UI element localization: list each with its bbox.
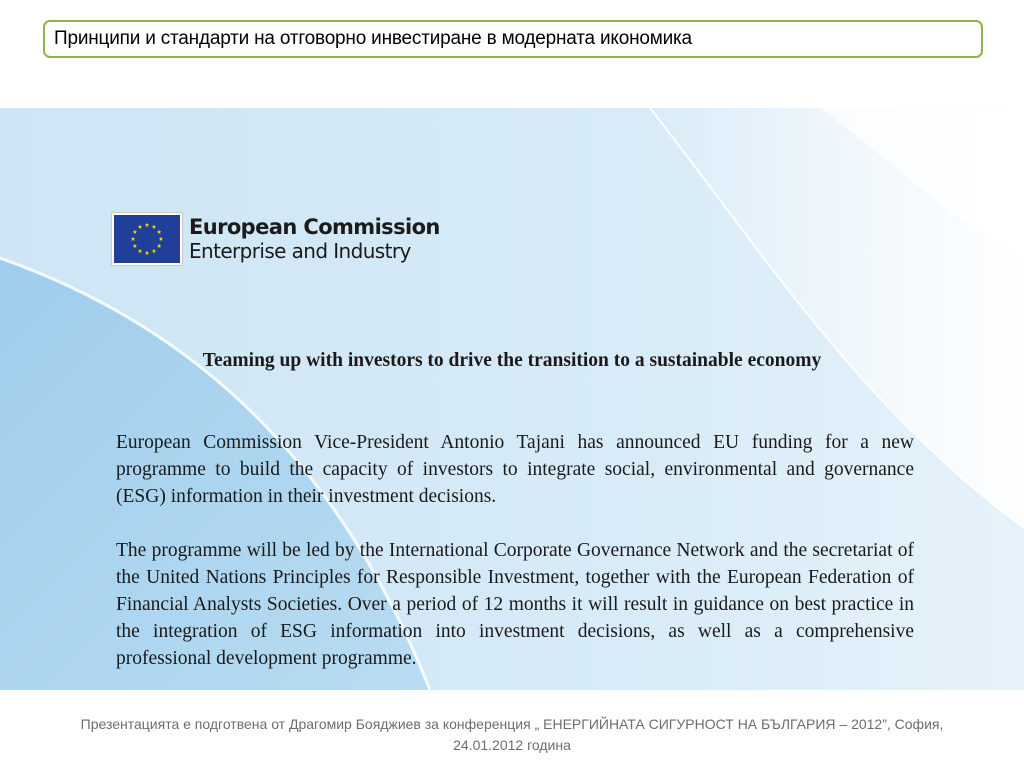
footer-line-2: 24.01.2012 година: [453, 737, 571, 753]
logo-subtitle: Enterprise and Industry: [189, 238, 411, 263]
article-paragraph-2: The programme will be led by the International Corporate Governance Network and the secretariat of the United Nations Principles for Responsible Investment, together with the European Federation of Financial Analysts Societies. Over a period of 12 months it will result in guidance on best practice in the integration of ESG information into investment decisions, as well as a comprehensive professional development programme.: [116, 540, 914, 669]
content-image: [0, 108, 1024, 690]
footer: [20, 714, 1004, 756]
article-paragraph-1: European Commission Vice-President Antonio Tajani has announced EU funding for a new programme to build the capacity of investors to integrate social, environmental and governance (ESG) information in their investment decisions.: [116, 432, 914, 507]
article-headline: Teaming up with investors to drive the transition to a sustainable economy: [202, 350, 822, 371]
footer-line-1: Презентацията е подготвена от Драгомир Бояджиев за конференция „ ЕНЕРГИЙНАТА СИГУРНОСТ НА БЪЛГАРИЯ – 2012”, София,: [80, 716, 944, 732]
slide-title: Принципи и стандарти на отговорно инвестиране в модерната икономика: [54, 28, 692, 49]
european-commission-logo: [111, 212, 440, 266]
logo-title: European Commission: [189, 215, 440, 240]
eu-flag-icon: [111, 212, 183, 266]
slide-title-box: [43, 20, 983, 58]
